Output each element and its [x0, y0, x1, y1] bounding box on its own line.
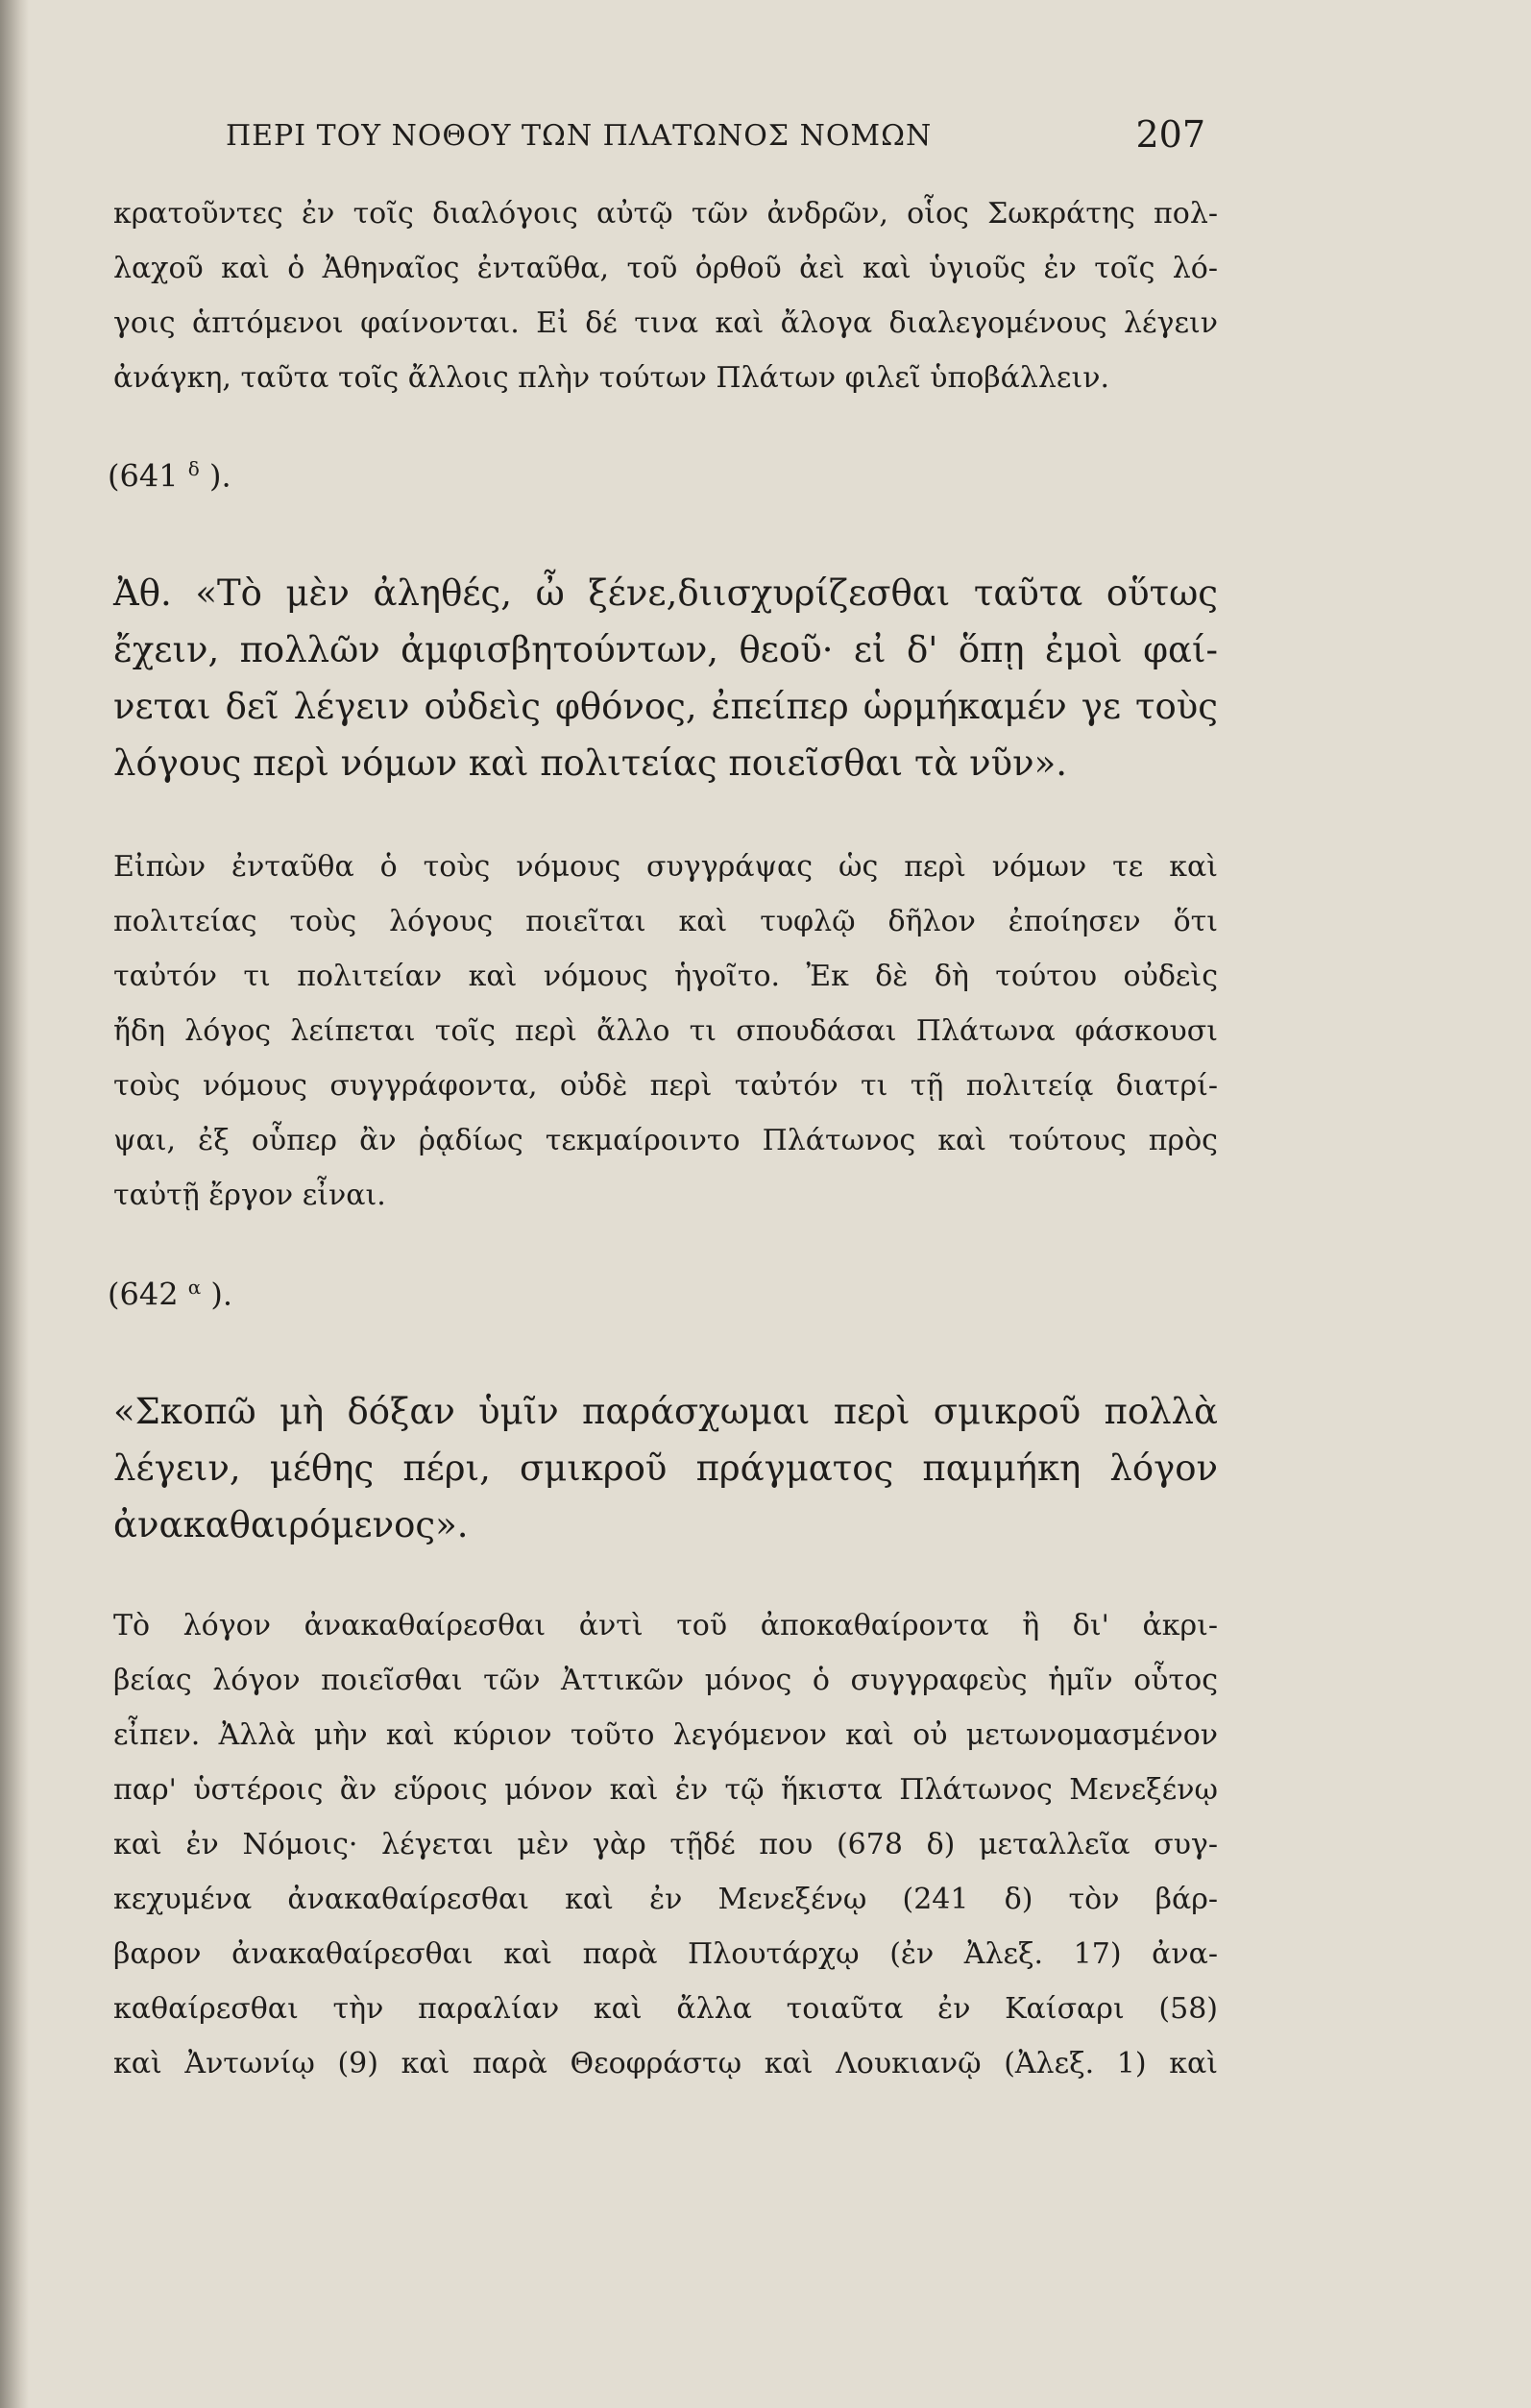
text-line: λόγους περὶ νόμων καὶ πολιτείας ποιεῖσθαι τὰ νῦν». [113, 742, 1068, 784]
text-line: λαχοῦ καὶ ὁ Ἀθηναῖος ἐνταῦθα, τοῦ ὀρθοῦ ἀεὶ καὶ ὑγιοῦς ἐν τοῖς λό- [113, 252, 1218, 285]
text-line: Εἰπὼν ἐνταῦθα ὁ τοὺς νόμους συγγράψας ὡς περὶ νόμων τε καὶ [113, 850, 1218, 884]
text-line: γοις ἁπτόμενοι φαίνονται. Εἰ δέ τινα καὶ ἄλογα διαλεγομένους λέγειν [113, 306, 1218, 340]
reference-letter: δ [187, 457, 200, 480]
text-line: βείας λόγον ποιεῖσθαι τῶν Ἀττικῶν μόνος ὁ συγγραφεὺς ἡμῖν οὗτος [113, 1664, 1218, 1697]
text-line: τοὺς νόμους συγγράφοντα, οὐδὲ περὶ ταὐτόν τι τῇ πολιτείᾳ διατρί- [113, 1069, 1218, 1103]
page-number: 207 [1135, 113, 1205, 156]
paragraph-4-quotation [113, 1383, 1218, 1553]
passage-reference-641 [108, 457, 231, 495]
reference-number: (642 [108, 1276, 179, 1313]
text-line: παρ' ὑστέροις ἂν εὕροις μόνον καὶ ἐν τῷ ἥκιστα Πλάτωνος Μενεξένῳ [113, 1773, 1218, 1807]
text-line: βαρον ἀνακαθαίρεσθαι καὶ παρὰ Πλουτάρχῳ (ἐν Ἀλεξ. 17) ἀνα- [113, 1937, 1218, 1971]
paragraph-3 [113, 839, 1218, 1223]
reference-number: (641 [108, 457, 179, 495]
reference-close: ). [210, 1276, 233, 1313]
reference-close: ). [208, 457, 231, 495]
reference-letter: α [187, 1276, 202, 1299]
text-line: λέγειν, μέθης πέρι, σμικροῦ πράγματος παμμήκη λόγον [113, 1447, 1218, 1489]
text-line: καὶ Ἀντωνίῳ (9) καὶ παρὰ Θεοφράστῳ καὶ Λουκιανῷ (Ἀλεξ. 1) καὶ [113, 2047, 1218, 2080]
text-line: εἶπεν. Ἀλλὰ μὴν καὶ κύριον τοῦτο λεγόμενον καὶ οὐ μετωνομασμένον [113, 1718, 1218, 1752]
text-line: καὶ ἐν Νόμοις· λέγεται μὲν γὰρ τῇδέ που (678 δ) μεταλλεῖα συγ- [113, 1828, 1218, 1861]
text-line: κρατοῦντες ἐν τοῖς διαλόγοις αὐτῷ τῶν ἀνδρῶν, οἷος Σωκράτης πολ- [113, 197, 1218, 231]
passage-reference-642 [108, 1276, 232, 1313]
text-line: ταὐτόν τι πολιτείαν καὶ νόμους ἡγοῖτο. Ἐκ δὲ δὴ τούτου οὐδεὶς [113, 960, 1218, 993]
text-line: Τὸ λόγον ἀνακαθαίρεσθαι ἀντὶ τοῦ ἀποκαθαίροντα ἢ δι' ἀκρι- [113, 1609, 1218, 1642]
text-line: Ἀθ. «Τὸ μὲν ἀληθές, ὦ ξένε,διισχυρίζεσθαι ταῦτα οὕτως [113, 572, 1218, 614]
text-line: ἀνάγκη, ταῦτα τοῖς ἄλλοις πλὴν τούτων Πλάτων φιλεῖ ὑποβάλλειν. [113, 361, 1109, 395]
paragraph-5 [113, 1598, 1218, 2091]
text-line: ἔχειν, πολλῶν ἀμφισβητούντων, θεοῦ· εἰ δ' ὅπῃ ἐμοὶ φαί- [113, 629, 1218, 670]
page-header [226, 113, 1205, 158]
paragraph-2-quotation [113, 565, 1218, 791]
text-line: πολιτείας τοὺς λόγους ποιεῖται καὶ τυφλῷ δῆλον ἐποίησεν ὅτι [113, 905, 1218, 938]
text-line: νεται δεῖ λέγειν οὐδεὶς φθόνος, ἐπείπερ ὡρμήκαμέν γε τοὺς [113, 686, 1218, 727]
text-line: ἤδη λόγος λείπεται τοῖς περὶ ἄλλο τι σπουδάσαι Πλάτωνα φάσκουσι [113, 1014, 1218, 1048]
text-line: ψαι, ἐξ οὗπερ ἂν ῥᾳδίως τεκμαίροιντο Πλάτωνος καὶ τούτους πρὸς [113, 1124, 1218, 1157]
paragraph-1 [113, 186, 1218, 405]
running-head: ΠΕΡΙ ΤΟΥ ΝΟΘΟΥ ΤΩΝ ΠΛΑΤΩΝΟΣ ΝΟΜΩΝ [226, 119, 933, 153]
text-line: κεχυμένα ἀνακαθαίρεσθαι καὶ ἐν Μενεξένῳ (241 δ) τὸν βάρ- [113, 1883, 1218, 1916]
text-line: ἀνακαθαιρόμενος». [113, 1504, 469, 1545]
text-line: «Σκοπῶ μὴ δόξαν ὑμῖν παράσχωμαι περὶ σμικροῦ πολλὰ [113, 1391, 1218, 1432]
text-line: ταὐτῇ ἔργον εἶναι. [113, 1179, 386, 1212]
text-line: καθαίρεσθαι τὴν παραλίαν καὶ ἄλλα τοιαῦτα ἐν Καίσαρι (58) [113, 1992, 1218, 2026]
